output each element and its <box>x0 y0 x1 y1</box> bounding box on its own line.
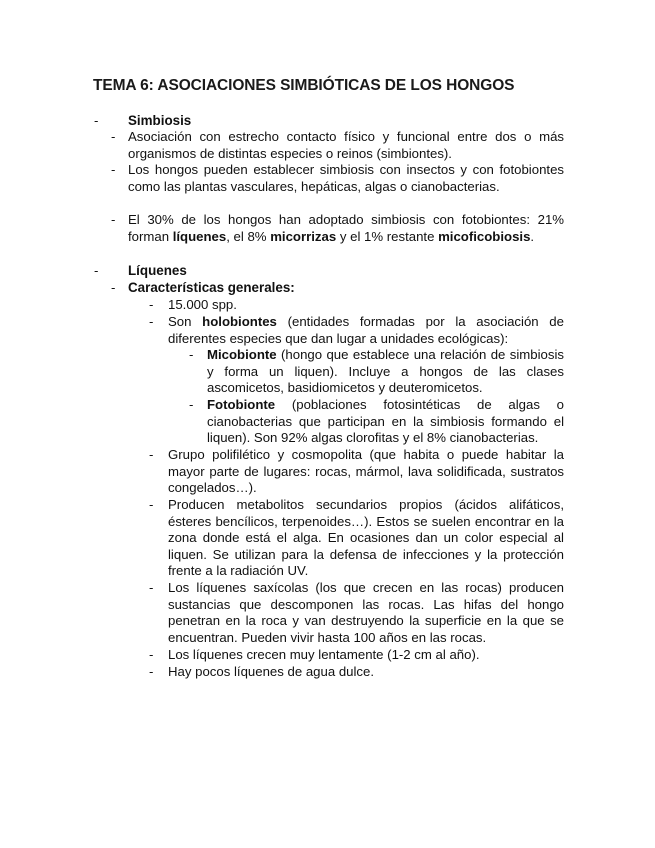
liquenes-fotobionte: Fotobionte (poblaciones fotosintéticas de algas o cianobacterias que participan en la simbiosis formando el liquen). Son 92% algas clorofitas y el 8% cianobacterias. <box>207 397 564 446</box>
liquenes-micobionte: Micobionte (hongo que establece una relación de simbiosis y forma un liquen). Incluye a hongos de las clases ascomicetos, basidiomicetos y deuteromicetos. <box>207 347 564 396</box>
bullet-dash: - <box>111 162 116 177</box>
bullet-dash: - <box>94 113 99 128</box>
bullet-dash: - <box>149 314 154 329</box>
term-liquenes: líquenes <box>172 228 227 244</box>
bullet-dash: - <box>149 447 154 462</box>
term-micorrizas: micorrizas <box>270 228 337 244</box>
bullet-dash: - <box>149 647 154 662</box>
bullet-dash: - <box>111 129 116 144</box>
page-title: TEMA 6: ASOCIACIONES SIMBIÓTICAS DE LOS HONGOS <box>93 77 515 94</box>
term-fotobionte: Fotobionte <box>207 397 276 412</box>
bullet-dash: - <box>149 580 154 595</box>
liquenes-item-crecen: Los líquenes crecen muy lentamente (1-2 cm al año). <box>168 647 480 662</box>
bullet-dash: - <box>111 212 116 227</box>
liquenes-item-agua-dulce: Hay pocos líquenes de agua dulce. <box>168 664 375 679</box>
simbiosis-item-1: Asociación con estrecho contacto físico y funcional entre dos o más organismos de distintas especies o reinos (simbiontes). <box>128 129 564 161</box>
liquenes-item-saxicolas: Los líquenes saxícolas (los que crecen en las rocas) producen sustancias que descomponen las rocas. Las hifas del hongo penetran en la roca y van destruyendo la superficie en la que se encuentran. Pueden vivir hasta 100 años en las rocas. <box>168 580 564 645</box>
bullet-dash: - <box>149 297 154 312</box>
liquenes-item-metabolitos: Producen metabolitos secundarios propios (ácidos alifáticos, ésteres bencílicos, terpenoides…). Estos se suelen encontrar en la zona donde está el alga. En ocasiones dan un color especial al liquen. Se utilizan para la defensa de infecciones y la protección frente a la radiación UV. <box>168 497 564 579</box>
liquenes-item-grupo: Grupo polifilético y cosmopolita (que habita o puede habitar la mayor parte de lugares: rocas, mármol, lava solidificada, sustratos congelados…). <box>168 447 564 496</box>
simbiosis-item-3: El 30% de los hongos han adoptado simbiosis con fotobiontes: 21% forman líquenes, el 8% micorrizas y el 1% restante micoficobiosis. <box>128 212 564 244</box>
simbiosis-item-2: Los hongos pueden establecer simbiosis con insectos y con fotobiontes como las plantas vasculares, hepáticas, algas o cianobacterias. <box>128 162 564 194</box>
bullet-dash: - <box>189 397 194 412</box>
subsection-heading: Características generales: <box>128 280 295 295</box>
term-micobionte: Micobionte <box>207 347 277 362</box>
liquenes-spp: 15.000 spp. <box>168 297 237 312</box>
bullet-dash: - <box>189 347 194 362</box>
bullet-dash: - <box>149 664 154 679</box>
term-micoficobiosis: micoficobiosis <box>438 228 531 244</box>
section-heading-liquenes: Líquenes <box>128 263 187 278</box>
liquenes-holobiontes: Son holobiontes (entidades formadas por la asociación de diferentes especies que dan lugar a unidades ecológicas): <box>168 314 564 346</box>
term-holobiontes: holobiontes <box>202 314 277 329</box>
bullet-dash: - <box>111 280 116 295</box>
section-heading-simbiosis: Simbiosis <box>128 113 192 128</box>
bullet-dash: - <box>94 263 99 278</box>
bullet-dash: - <box>149 497 154 512</box>
